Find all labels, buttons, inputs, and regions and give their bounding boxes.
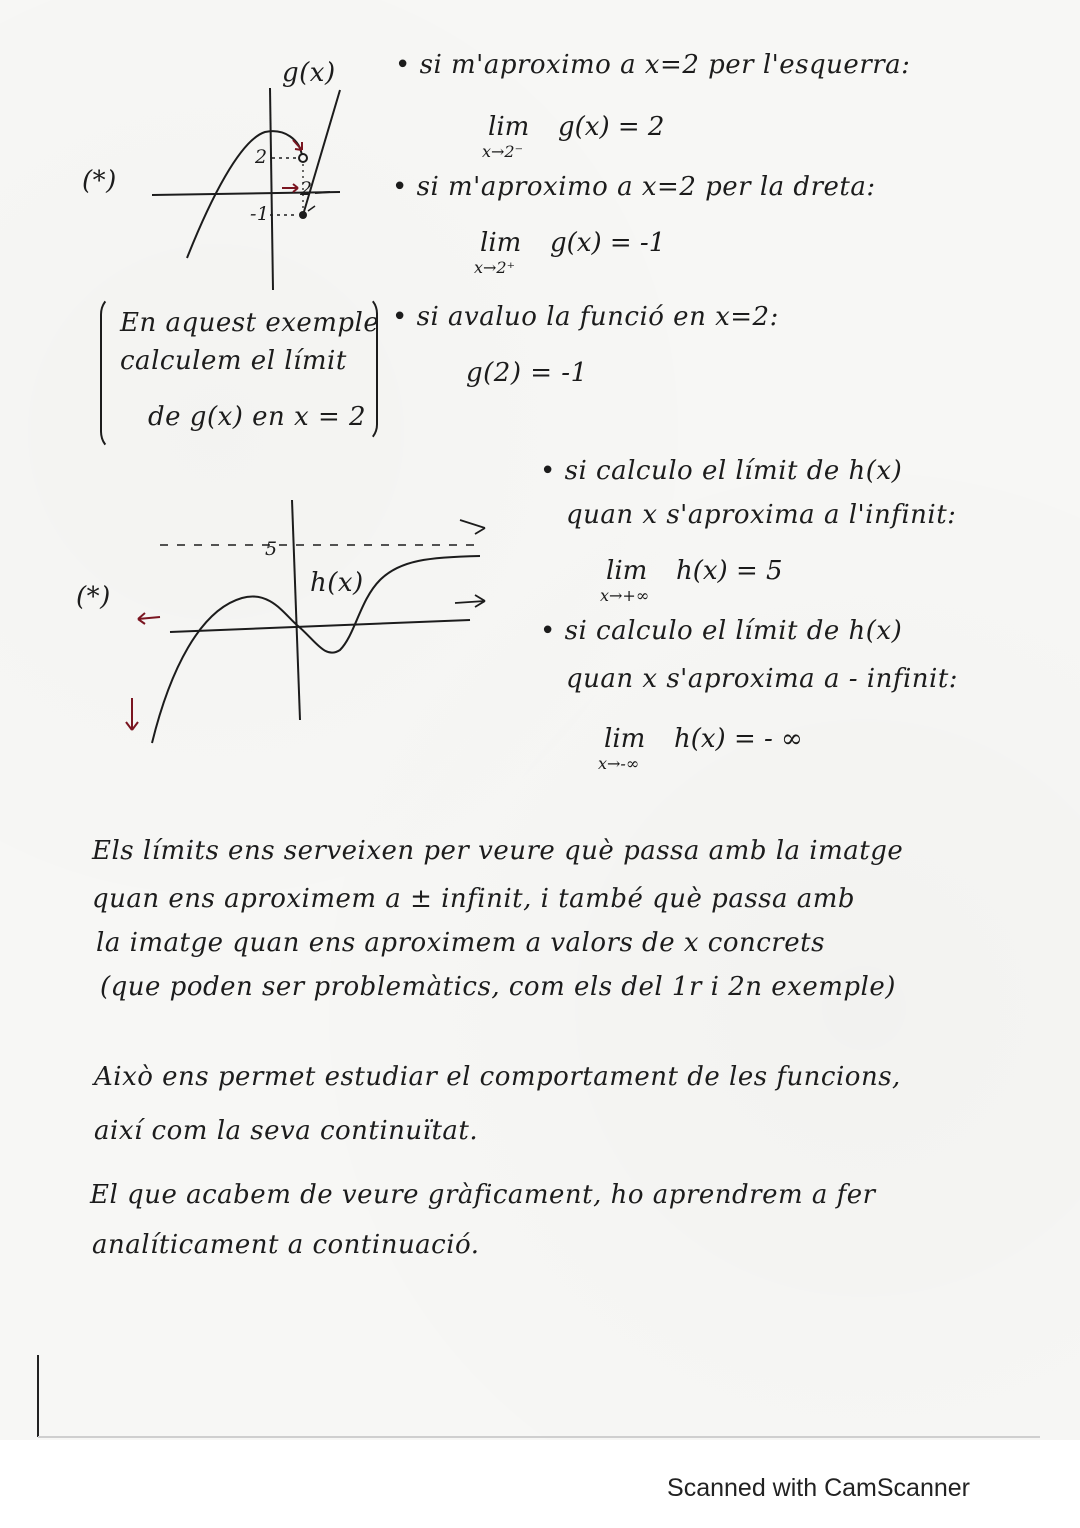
paragraph-line: (que poden ser problemàtics, com els del 1r i 2n exemple) xyxy=(100,972,896,1002)
bullet-evaluate: • si avaluo la funció en x=2: xyxy=(392,302,779,332)
paragraph-line: analíticament a continuació. xyxy=(92,1230,480,1260)
evaluate-result: g(2) = -1 xyxy=(466,358,588,388)
g-graph xyxy=(140,60,380,300)
bullet-plus-inf-line1: • si calculo el límit de h(x) xyxy=(540,456,903,486)
camscanner-watermark: Scanned with CamScanner xyxy=(667,1474,970,1502)
lim-expression: g(x) = 2 xyxy=(558,112,665,142)
example1-marker: (*) xyxy=(82,166,117,196)
lim-subscript: x→-∞ xyxy=(598,754,640,773)
lim-expression: h(x) = 5 xyxy=(676,556,783,586)
lim-subscript: x→2⁻ xyxy=(482,142,524,161)
lim-expression: h(x) = - ∞ xyxy=(674,724,803,754)
g-x-label-2: 2 xyxy=(300,178,313,200)
lim-expression: g(x) = -1 xyxy=(550,228,666,258)
note-line-3: de g(x) en x = 2 xyxy=(148,402,367,432)
limit-left xyxy=(482,112,665,161)
scan-bottom-edge xyxy=(38,1436,1040,1438)
lim-word: lim xyxy=(606,556,648,586)
bullet-minus-inf-line2: quan x s'aproxima a - infinit: xyxy=(566,664,959,694)
scanner-footer xyxy=(0,1440,1080,1528)
bullet-left-approach: • si m'aproximo a x=2 per l'esquerra: xyxy=(395,50,911,80)
limit-minus-infinity xyxy=(598,724,803,773)
limit-right xyxy=(474,228,666,277)
lim-word: lim xyxy=(488,112,530,142)
bullet-minus-inf-line1: • si calculo el límit de h(x) xyxy=(540,616,903,646)
paragraph-line: quan ens aproximem a ± infinit, i també què passa amb xyxy=(92,884,856,914)
note-line-2: calculem el límit xyxy=(120,346,347,376)
lim-subscript: x→+∞ xyxy=(600,586,650,605)
lim-word: lim xyxy=(604,724,646,754)
h-graph xyxy=(130,490,500,750)
lim-subscript: x→2⁺ xyxy=(474,258,516,277)
g-y-label-neg1: -1 xyxy=(250,203,270,225)
g-function-label: g(x) xyxy=(282,58,336,88)
paragraph-line: així com la seva continuïtat. xyxy=(94,1116,479,1146)
limit-plus-infinity xyxy=(600,556,783,605)
note-line-1: En aquest exemple xyxy=(120,308,380,338)
paragraph-line: la imatge quan ens aproximem a valors de x concrets xyxy=(96,928,825,958)
h-asymptote-label: 5 xyxy=(265,538,278,560)
h-function-label: h(x) xyxy=(310,568,364,598)
g-y-label-2: 2 xyxy=(255,146,268,168)
bullet-plus-inf-line2: quan x s'aproxima a l'infinit: xyxy=(566,500,957,530)
scan-edge-artifact xyxy=(37,1355,39,1437)
example2-marker: (*) xyxy=(76,582,111,612)
paragraph-line: Això ens permet estudiar el comportament de les funcions, xyxy=(94,1062,901,1092)
paragraph-line: El que acabem de veure gràficament, ho aprendrem a fer xyxy=(90,1180,876,1210)
paragraph-line: Els límits ens serveixen per veure què passa amb la imatge xyxy=(92,836,904,866)
bullet-right-approach: • si m'aproximo a x=2 per la dreta: xyxy=(392,172,876,202)
lim-word: lim xyxy=(480,228,522,258)
